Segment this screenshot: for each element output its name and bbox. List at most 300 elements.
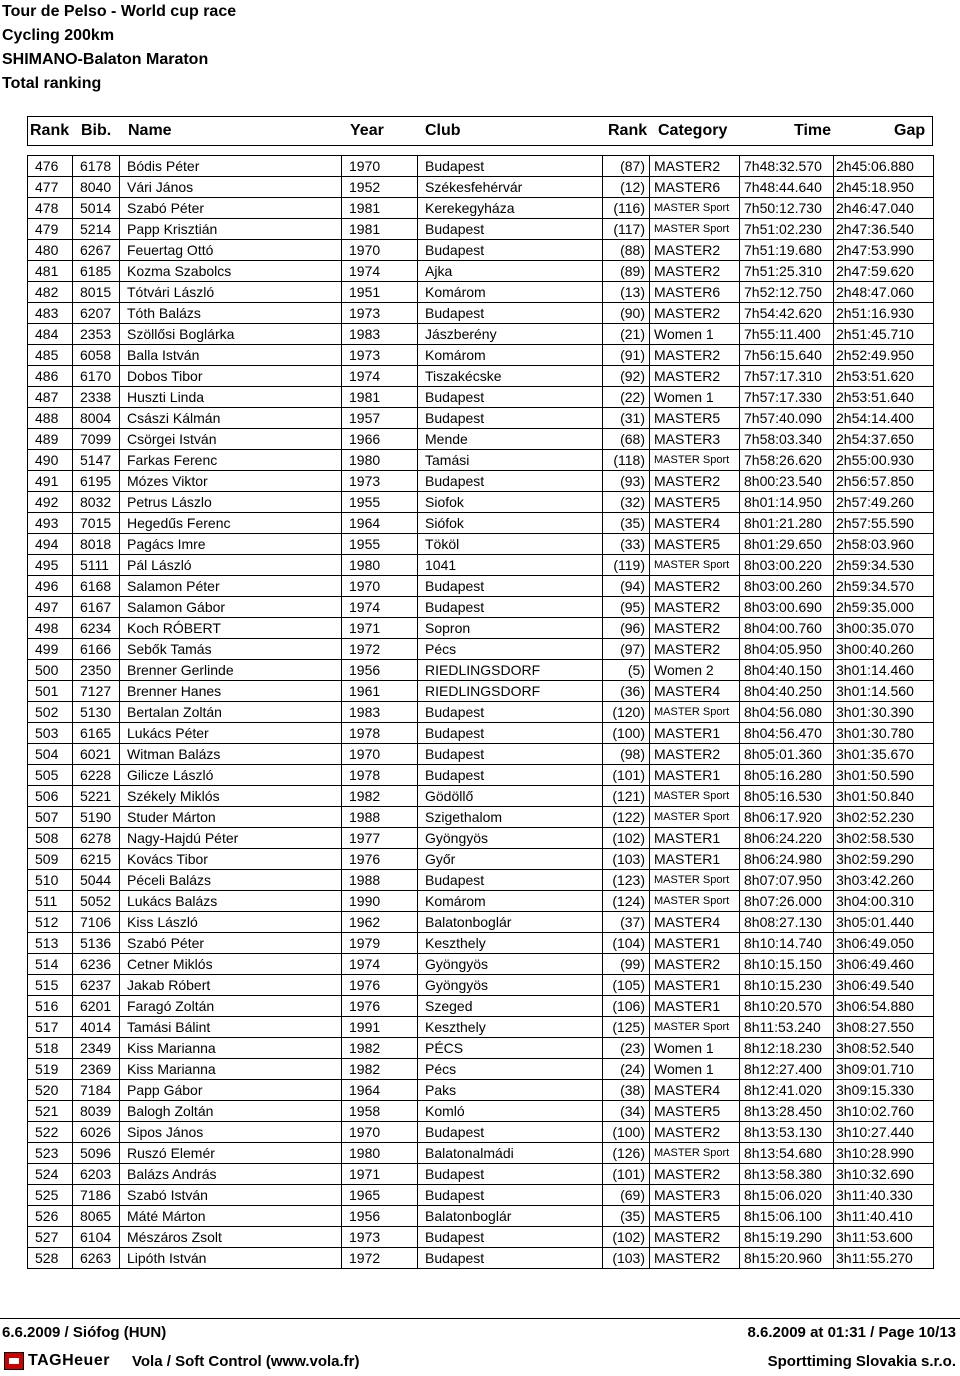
cell-time: 8h04:05.950 <box>740 639 834 660</box>
cell-category-rank: (38) <box>603 1080 650 1101</box>
cell-rank: 490 <box>28 450 73 471</box>
cell-rank: 503 <box>28 723 73 744</box>
cell-category-rank: (69) <box>603 1185 650 1206</box>
cell-category-rank: (95) <box>603 597 650 618</box>
cell-bib: 5044 <box>73 870 120 891</box>
cell-bib: 6058 <box>73 345 120 366</box>
cell-category: MASTER2 <box>650 954 740 975</box>
cell-club: Budapest <box>418 387 603 408</box>
cell-club: Balatonalmádi <box>418 1143 603 1164</box>
cell-gap: 3h06:49.460 <box>834 954 934 975</box>
table-row <box>28 576 934 597</box>
cell-time: 8h13:53.130 <box>740 1122 834 1143</box>
table-row <box>28 534 934 555</box>
cell-category-rank: (106) <box>603 996 650 1017</box>
cell-time: 7h51:02.230 <box>740 219 834 240</box>
table-row <box>28 828 934 849</box>
table-row <box>28 303 934 324</box>
cell-category-rank: (103) <box>603 849 650 870</box>
cell-time: 8h13:58.380 <box>740 1164 834 1185</box>
cell-category: MASTER2 <box>650 639 740 660</box>
cell-year: 1970 <box>342 240 418 261</box>
table-row <box>28 1101 934 1122</box>
table-row <box>28 723 934 744</box>
cell-name: Cetner Miklós <box>120 954 342 975</box>
table-row <box>28 1038 934 1059</box>
cell-name: Jakab Róbert <box>120 975 342 996</box>
cell-club: Mende <box>418 429 603 450</box>
cell-club: PÉCS <box>418 1038 603 1059</box>
cell-rank: 488 <box>28 408 73 429</box>
cell-gap: 3h08:52.540 <box>834 1038 934 1059</box>
cell-bib: 8004 <box>73 408 120 429</box>
cell-year: 1970 <box>342 1122 418 1143</box>
cell-rank: 513 <box>28 933 73 954</box>
cell-club: Balatonboglár <box>418 1206 603 1227</box>
cell-year: 1970 <box>342 156 418 177</box>
cell-time: 8h10:20.570 <box>740 996 834 1017</box>
header-time: Time <box>794 122 832 139</box>
cell-time: 8h04:56.080 <box>740 702 834 723</box>
cell-year: 1983 <box>342 702 418 723</box>
cell-bib: 5014 <box>73 198 120 219</box>
cell-club: Budapest <box>418 219 603 240</box>
cell-category-rank: (116) <box>603 198 650 219</box>
cell-time: 8h12:41.020 <box>740 1080 834 1101</box>
cell-rank: 485 <box>28 345 73 366</box>
cell-rank: 519 <box>28 1059 73 1080</box>
cell-rank: 484 <box>28 324 73 345</box>
cell-time: 8h13:54.680 <box>740 1143 834 1164</box>
cell-time: 8h06:24.220 <box>740 828 834 849</box>
table-row <box>28 954 934 975</box>
cell-rank: 517 <box>28 1017 73 1038</box>
cell-year: 1974 <box>342 597 418 618</box>
table-row <box>28 1017 934 1038</box>
table-row <box>28 555 934 576</box>
cell-year: 1983 <box>342 324 418 345</box>
table-row <box>28 744 934 765</box>
cell-rank: 483 <box>28 303 73 324</box>
cell-name: Péceli Balázs <box>120 870 342 891</box>
cell-bib: 8065 <box>73 1206 120 1227</box>
cell-category-rank: (98) <box>603 744 650 765</box>
table-row <box>28 597 934 618</box>
cell-time: 8h10:15.150 <box>740 954 834 975</box>
cell-name: Sebők Tamás <box>120 639 342 660</box>
cell-year: 1964 <box>342 1080 418 1101</box>
cell-club: Gyöngyös <box>418 828 603 849</box>
cell-rank: 477 <box>28 177 73 198</box>
cell-club: Keszthely <box>418 933 603 954</box>
table-row <box>28 324 934 345</box>
cell-club: Szigethalom <box>418 807 603 828</box>
cell-name: Salamon Péter <box>120 576 342 597</box>
cell-club: Tököl <box>418 534 603 555</box>
table-row <box>28 366 934 387</box>
cell-year: 1980 <box>342 450 418 471</box>
cell-bib: 7106 <box>73 912 120 933</box>
cell-rank: 521 <box>28 1101 73 1122</box>
cell-year: 1990 <box>342 891 418 912</box>
cell-name: Sipos János <box>120 1122 342 1143</box>
cell-category-rank: (91) <box>603 345 650 366</box>
cell-rank: 506 <box>28 786 73 807</box>
cell-name: Kiss Marianna <box>120 1059 342 1080</box>
cell-name: Papp Krisztián <box>120 219 342 240</box>
cell-gap: 3h02:59.290 <box>834 849 934 870</box>
table-row <box>28 996 934 1017</box>
cell-club: Budapest <box>418 408 603 429</box>
table-row <box>28 849 934 870</box>
cell-name: Csörgei István <box>120 429 342 450</box>
cell-year: 1988 <box>342 870 418 891</box>
cell-category: Women 1 <box>650 1059 740 1080</box>
cell-year: 1978 <box>342 765 418 786</box>
cell-bib: 6236 <box>73 954 120 975</box>
cell-club: Paks <box>418 1080 603 1101</box>
cell-category: Women 1 <box>650 324 740 345</box>
cell-year: 1974 <box>342 954 418 975</box>
cell-gap: 3h01:30.780 <box>834 723 934 744</box>
cell-name: Balázs András <box>120 1164 342 1185</box>
table-row <box>28 639 934 660</box>
cell-club: Ajka <box>418 261 603 282</box>
cell-club: Budapest <box>418 702 603 723</box>
cell-bib: 6267 <box>73 240 120 261</box>
cell-year: 1982 <box>342 1038 418 1059</box>
table-row <box>28 156 934 177</box>
cell-club: Gyöngyös <box>418 954 603 975</box>
cell-category-rank: (96) <box>603 618 650 639</box>
cell-year: 1958 <box>342 1101 418 1122</box>
cell-category-rank: (23) <box>603 1038 650 1059</box>
cell-club: RIEDLINGSDORF <box>418 660 603 681</box>
cell-bib: 5130 <box>73 702 120 723</box>
cell-name: Balla István <box>120 345 342 366</box>
cell-club: Budapest <box>418 240 603 261</box>
cell-category-rank: (118) <box>603 450 650 471</box>
cell-category: MASTER2 <box>650 1248 740 1269</box>
cell-category: MASTER2 <box>650 240 740 261</box>
cell-category-rank: (93) <box>603 471 650 492</box>
cell-time: 7h58:26.620 <box>740 450 834 471</box>
header-category: Category <box>658 122 728 139</box>
cell-bib: 6104 <box>73 1227 120 1248</box>
cell-category: MASTER4 <box>650 1080 740 1101</box>
cell-time: 8h07:07.950 <box>740 870 834 891</box>
cell-year: 1988 <box>342 807 418 828</box>
cell-year: 1972 <box>342 1248 418 1269</box>
cell-category: MASTER Sport <box>650 219 740 240</box>
cell-category: MASTER5 <box>650 1101 740 1122</box>
cell-category-rank: (13) <box>603 282 650 303</box>
cell-gap: 2h47:36.540 <box>834 219 934 240</box>
cell-year: 1981 <box>342 219 418 240</box>
cell-category: MASTER1 <box>650 849 740 870</box>
tagheuer-logo-icon <box>4 1352 24 1370</box>
cell-club: Balatonboglár <box>418 912 603 933</box>
cell-club: Tamási <box>418 450 603 471</box>
cell-club: Kerekegyháza <box>418 198 603 219</box>
cell-rank: 518 <box>28 1038 73 1059</box>
cell-year: 1973 <box>342 303 418 324</box>
cell-gap: 3h02:52.230 <box>834 807 934 828</box>
cell-bib: 6195 <box>73 471 120 492</box>
cell-rank: 476 <box>28 156 73 177</box>
cell-category: MASTER Sport <box>650 1017 740 1038</box>
cell-category-rank: (122) <box>603 807 650 828</box>
cell-time: 7h57:40.090 <box>740 408 834 429</box>
cell-category-rank: (33) <box>603 534 650 555</box>
cell-gap: 3h10:02.760 <box>834 1101 934 1122</box>
cell-year: 1961 <box>342 681 418 702</box>
cell-bib: 5147 <box>73 450 120 471</box>
cell-rank: 507 <box>28 807 73 828</box>
cell-year: 1951 <box>342 282 418 303</box>
cell-club: Budapest <box>418 576 603 597</box>
cell-name: Lipóth István <box>120 1248 342 1269</box>
report-titles <box>2 0 236 96</box>
cell-gap: 3h08:27.550 <box>834 1017 934 1038</box>
cell-year: 1979 <box>342 933 418 954</box>
cell-category: MASTER4 <box>650 513 740 534</box>
cell-name: Tamási Bálint <box>120 1017 342 1038</box>
cell-time: 7h48:32.570 <box>740 156 834 177</box>
cell-club: Sopron <box>418 618 603 639</box>
cell-category: MASTER Sport <box>650 870 740 891</box>
cell-club: Komárom <box>418 345 603 366</box>
table-row <box>28 681 934 702</box>
table-row <box>28 1122 934 1143</box>
cell-category-rank: (94) <box>603 576 650 597</box>
cell-name: Huszti Linda <box>120 387 342 408</box>
cell-year: 1981 <box>342 387 418 408</box>
cell-gap: 2h54:14.400 <box>834 408 934 429</box>
cell-time: 8h06:17.920 <box>740 807 834 828</box>
cell-category: MASTER Sport <box>650 555 740 576</box>
cell-category: MASTER2 <box>650 156 740 177</box>
cell-gap: 3h11:53.600 <box>834 1227 934 1248</box>
cell-rank: 523 <box>28 1143 73 1164</box>
cell-name: Máté Márton <box>120 1206 342 1227</box>
cell-name: Brenner Hanes <box>120 681 342 702</box>
cell-year: 1977 <box>342 828 418 849</box>
cell-name: Salamon Gábor <box>120 597 342 618</box>
cell-time: 8h07:26.000 <box>740 891 834 912</box>
cell-rank: 493 <box>28 513 73 534</box>
cell-rank: 502 <box>28 702 73 723</box>
cell-name: Hegedűs Ferenc <box>120 513 342 534</box>
cell-category: MASTER2 <box>650 576 740 597</box>
cell-category: Women 2 <box>650 660 740 681</box>
cell-name: Koch RÓBERT <box>120 618 342 639</box>
cell-time: 8h04:40.150 <box>740 660 834 681</box>
cell-rank: 498 <box>28 618 73 639</box>
cell-category: MASTER5 <box>650 492 740 513</box>
table-row <box>28 1059 934 1080</box>
cell-category: MASTER2 <box>650 1164 740 1185</box>
cell-category: MASTER Sport <box>650 891 740 912</box>
cell-gap: 2h55:00.930 <box>834 450 934 471</box>
cell-club: Budapest <box>418 1122 603 1143</box>
table-row <box>28 618 934 639</box>
cell-club: Budapest <box>418 1227 603 1248</box>
cell-time: 7h57:17.310 <box>740 366 834 387</box>
cell-category-rank: (89) <box>603 261 650 282</box>
cell-club: Siofok <box>418 492 603 513</box>
table-row <box>28 450 934 471</box>
cell-name: Lukács Balázs <box>120 891 342 912</box>
tagheuer-logo-text: TAGHeuer <box>28 1352 110 1369</box>
cell-category-rank: (126) <box>603 1143 650 1164</box>
cell-rank: 492 <box>28 492 73 513</box>
cell-bib: 7099 <box>73 429 120 450</box>
cell-name: Kovács Tibor <box>120 849 342 870</box>
table-row <box>28 513 934 534</box>
cell-rank: 525 <box>28 1185 73 1206</box>
cell-gap: 2h52:49.950 <box>834 345 934 366</box>
cell-name: Kozma Szabolcs <box>120 261 342 282</box>
table-row <box>28 471 934 492</box>
cell-year: 1976 <box>342 996 418 1017</box>
cell-name: Ruszó Elemér <box>120 1143 342 1164</box>
cell-gap: 3h01:30.390 <box>834 702 934 723</box>
cell-bib: 5190 <box>73 807 120 828</box>
table-row <box>28 408 934 429</box>
table-row <box>28 429 934 450</box>
cell-gap: 3h01:50.840 <box>834 786 934 807</box>
cell-name: Mózes Viktor <box>120 471 342 492</box>
table-row <box>28 870 934 891</box>
cell-bib: 6021 <box>73 744 120 765</box>
cell-name: Witman Balázs <box>120 744 342 765</box>
cell-year: 1991 <box>342 1017 418 1038</box>
cell-category-rank: (22) <box>603 387 650 408</box>
cell-rank: 527 <box>28 1227 73 1248</box>
cell-year: 1973 <box>342 471 418 492</box>
cell-category-rank: (119) <box>603 555 650 576</box>
cell-year: 1971 <box>342 618 418 639</box>
cell-name: Studer Márton <box>120 807 342 828</box>
cell-time: 8h05:16.530 <box>740 786 834 807</box>
cell-gap: 3h01:35.670 <box>834 744 934 765</box>
cell-rank: 479 <box>28 219 73 240</box>
event-title: Tour de Pelso - World cup race <box>2 3 237 20</box>
cell-rank: 510 <box>28 870 73 891</box>
cell-year: 1964 <box>342 513 418 534</box>
header-year: Year <box>350 122 384 139</box>
footer-divider <box>0 1318 960 1319</box>
cell-bib: 6178 <box>73 156 120 177</box>
cell-gap: 2h45:06.880 <box>834 156 934 177</box>
cell-category-rank: (68) <box>603 429 650 450</box>
cell-category: MASTER Sport <box>650 807 740 828</box>
cell-club: Budapest <box>418 870 603 891</box>
table-row <box>28 492 934 513</box>
table-row <box>28 912 934 933</box>
cell-time: 7h58:03.340 <box>740 429 834 450</box>
header-rank: Rank <box>30 122 70 139</box>
cell-rank: 501 <box>28 681 73 702</box>
cell-name: Vári János <box>120 177 342 198</box>
cell-name: Feuertag Ottó <box>120 240 342 261</box>
cell-category-rank: (21) <box>603 324 650 345</box>
cell-bib: 6263 <box>73 1248 120 1269</box>
table-row <box>28 702 934 723</box>
cell-time: 8h01:14.950 <box>740 492 834 513</box>
cell-rank: 504 <box>28 744 73 765</box>
cell-time: 7h50:12.730 <box>740 198 834 219</box>
cell-bib: 8032 <box>73 492 120 513</box>
cell-category-rank: (99) <box>603 954 650 975</box>
cell-time: 8h12:18.230 <box>740 1038 834 1059</box>
cell-gap: 3h03:42.260 <box>834 870 934 891</box>
cell-year: 1970 <box>342 576 418 597</box>
tagheuer-logo <box>4 1352 110 1370</box>
cell-category: MASTER2 <box>650 618 740 639</box>
ranking-table <box>27 155 934 1269</box>
cell-gap: 2h54:37.650 <box>834 429 934 450</box>
cell-gap: 3h11:40.330 <box>834 1185 934 1206</box>
cell-club: Budapest <box>418 1185 603 1206</box>
cell-year: 1955 <box>342 492 418 513</box>
table-row <box>28 1164 934 1185</box>
table-row <box>28 1185 934 1206</box>
table-row <box>28 1206 934 1227</box>
cell-name: Mészáros Zsolt <box>120 1227 342 1248</box>
cell-club: Siófok <box>418 513 603 534</box>
cell-bib: 7127 <box>73 681 120 702</box>
cell-rank: 480 <box>28 240 73 261</box>
cell-name: Tóth Balázs <box>120 303 342 324</box>
cell-category: MASTER2 <box>650 744 740 765</box>
cell-bib: 6166 <box>73 639 120 660</box>
cell-bib: 5111 <box>73 555 120 576</box>
cell-category: MASTER5 <box>650 408 740 429</box>
cell-gap: 3h10:27.440 <box>834 1122 934 1143</box>
cell-category: MASTER Sport <box>650 786 740 807</box>
cell-club: Gödöllő <box>418 786 603 807</box>
cell-time: 8h15:06.020 <box>740 1185 834 1206</box>
cell-club: Komárom <box>418 891 603 912</box>
cell-category: Women 1 <box>650 1038 740 1059</box>
cell-rank: 487 <box>28 387 73 408</box>
cell-time: 8h05:01.360 <box>740 744 834 765</box>
cell-category: MASTER1 <box>650 723 740 744</box>
cell-year: 1956 <box>342 1206 418 1227</box>
cell-category: MASTER2 <box>650 1227 740 1248</box>
cell-name: Petrus Lászlo <box>120 492 342 513</box>
cell-gap: 2h47:53.990 <box>834 240 934 261</box>
cell-name: Szabó Péter <box>120 933 342 954</box>
cell-bib: 4014 <box>73 1017 120 1038</box>
cell-club: Gyöngyös <box>418 975 603 996</box>
cell-club: Szeged <box>418 996 603 1017</box>
cell-time: 7h48:44.640 <box>740 177 834 198</box>
cell-gap: 2h51:16.930 <box>834 303 934 324</box>
cell-category-rank: (88) <box>603 240 650 261</box>
header-club: Club <box>425 122 461 139</box>
cell-bib: 6170 <box>73 366 120 387</box>
cell-time: 7h52:12.750 <box>740 282 834 303</box>
cell-club: Székesfehérvár <box>418 177 603 198</box>
cell-gap: 2h59:35.000 <box>834 597 934 618</box>
table-row <box>28 261 934 282</box>
cell-gap: 2h57:55.590 <box>834 513 934 534</box>
cell-category: MASTER3 <box>650 1185 740 1206</box>
cell-name: Kiss Marianna <box>120 1038 342 1059</box>
